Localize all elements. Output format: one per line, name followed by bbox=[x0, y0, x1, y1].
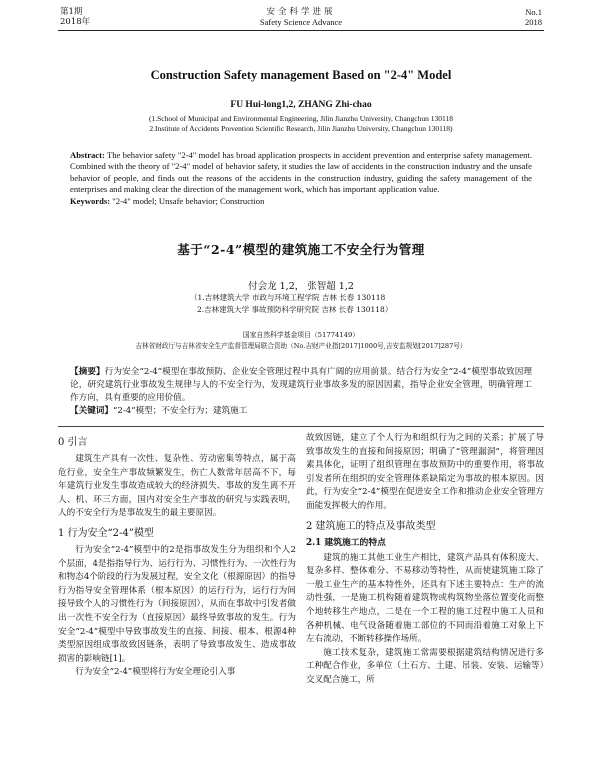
english-abstract-text: The behavior safety "2-4" model has broad application prospects in accident prevention and enterprise safety management. Combined with the theory of "2-4" model of behavior safety, it studies the law of accidents in the construction industry and the unsafe behavior of people, and finds out the reasons of the accidents in the construction industry, guiding the safety management of the enterprises and making clear the direction of the management work, which has important application value. bbox=[70, 150, 532, 195]
english-title: Construction Safety management Based on "2-4" Model bbox=[150, 68, 452, 82]
section-1-continued: 故致因链，建立了个人行为和组织行为之间的关系；扩展了导致事故发生的直接和间接原因；明确了“管理漏洞”，将管理因素具体化，证明了组织管理在事故预防中的重要作用，将事故引发者所在组织的安全管理体系缺陷定为事故的根本原因。因此，行为安全“2-4”模型在促进安全工作和推动企业安全管理方面能发挥极大的作用。 bbox=[306, 433, 544, 511]
chinese-keywords-text: “2-4”模型；不安全行为；建筑施工 bbox=[112, 406, 248, 416]
chinese-funding-1: 国家自然科学基金项目（51774149） bbox=[242, 331, 360, 339]
section-0-heading: 0 引言 bbox=[58, 437, 88, 448]
chinese-affiliation-2: 2.吉林建筑大学 事故预防科学研究院 吉林 长春 130118） bbox=[197, 305, 393, 314]
right-column bbox=[306, 432, 544, 688]
english-keywords-label: Keywords: bbox=[70, 195, 111, 206]
english-keywords-text: "2-4" model; Unsafe behavior; Construction bbox=[112, 195, 265, 206]
chinese-abstract bbox=[70, 366, 532, 418]
section-0-paragraph: 建筑生产具有一次性、复杂性、劳动密集等特点，属于高危行业，安全生产事故频繁发生，伤亡人数常年居高不下，每年建筑行业发生事故造成较大的经济损失、事故的发生离不开人、机、环三方面，国内对安全生产事故的研究与实践表明，人的不安全行为是事故发生的最主要原因。 bbox=[58, 454, 296, 519]
header-number: No.1 bbox=[525, 7, 542, 17]
english-authors: FU Hui-long1,2, ZHANG Zhi-chao bbox=[230, 100, 372, 110]
chinese-affiliation-1: （1.吉林建筑大学 市政与环境工程学院 吉林 长春 130118 bbox=[190, 293, 386, 302]
section-1-paragraph-1: 行为安全“2-4”模型中的2是指事故发生分为组织和个人2个层面，4是指指导行为、运行行为、习惯性行为、一次性行为和物态4个阶段的行为发展过程，安全文化（根源原因）的指导行为指导安全管理体系（根本原因）的运行行为，运行行为间接导致个人的习惯性行为（间接原因），从而在事故中引发者做出一次性不安全行为（直接原因）最终导致事故的发生。行为安全“2-4”模型中导致事故发生的直接、间接、根本、根源4种类型原因组成事故致因链条，表明了导致事故发生、造成事故损害的影响链[1]。 bbox=[58, 544, 296, 664]
chinese-funding-2: 吉林省财政厅与吉林省安全生产监督管理局联合资助（No.吉财产业指[2017]1000号,吉安监规划[2017]287号） bbox=[135, 342, 467, 350]
english-affiliation-2: 2.Institute of Accidents Prevention Scientific Research, Jilin Jianzhu University, Changchun 130118) bbox=[149, 124, 453, 133]
chinese-authors: 付会龙 1,2， 张智超 1,2 bbox=[248, 281, 354, 292]
section-1-heading: 1 行为安全“2-4”模型 bbox=[58, 527, 154, 539]
section-2-1-paragraph-1: 建筑的施工其他工业生产相比，建筑产品具有体积庞大、复杂多样、整体难分、不易移动等特性，从而使建筑施工除了一般工业生产的基本特性外，还具有下述主要特点：生产的流动性强，一是施工机构随着建筑物或构筑物坐落位置变化而整个地转移生产地点，二是在一个工程的施工过程中施工人员和各种机械、电气设备随着施工部位的不同而沿着施工对象上下左右流动，不断转移操作场所。 bbox=[306, 552, 544, 645]
header-journal-en: Safety Science Advance bbox=[259, 17, 343, 27]
section-1-paragraph-2: 行为安全“2-4”模型将行为安全理论引入事 bbox=[75, 667, 236, 678]
chinese-abstract-label: 【摘要】 bbox=[70, 367, 105, 377]
english-affiliation-1: (1.School of Municipal and Environmental Engineering, Jilin Jianzhu University, Changchun 130118 bbox=[149, 114, 453, 123]
english-abstract-label: Abstract: bbox=[70, 150, 105, 160]
chinese-keywords-label: 【关键词】 bbox=[70, 406, 113, 416]
english-abstract bbox=[70, 150, 532, 207]
header-year: 2018年 bbox=[60, 17, 91, 27]
header-rule bbox=[58, 30, 544, 31]
section-2-heading: 2 建筑施工的特点及事故类型 bbox=[306, 520, 436, 532]
header-journal-cn: 安全科学进展 bbox=[266, 7, 336, 17]
chinese-title: 基于“2-4”模型的建筑施工不安全行为管理 bbox=[177, 242, 425, 257]
section-2-1-paragraph-2: 施工技术复杂，建筑施工常需要根据建筑结构情况进行多工种配合作业，多单位（土石方、土建、吊装、安装、运输等）交叉配合施工，所 bbox=[306, 647, 544, 685]
chinese-abstract-text: 行为安全“2-4”模型在事故预防、企业安全管理过程中具有广阔的应用前景。结合行为安全“2-4”模型事故致因理论，研究建筑行业事故发生规律与人的不安全行为，发现建筑行业事故多发的原因因素，指导企业安全管理，明确管理工作方向，具有重要的应用价值。 bbox=[70, 367, 532, 403]
section-2-1-heading: 2.1 建筑施工的特点 bbox=[306, 537, 386, 548]
header-year-right: 2018 bbox=[525, 17, 542, 27]
header-issue: 第1期 bbox=[60, 7, 83, 17]
abstract-divider bbox=[58, 426, 544, 427]
left-column bbox=[58, 432, 296, 680]
